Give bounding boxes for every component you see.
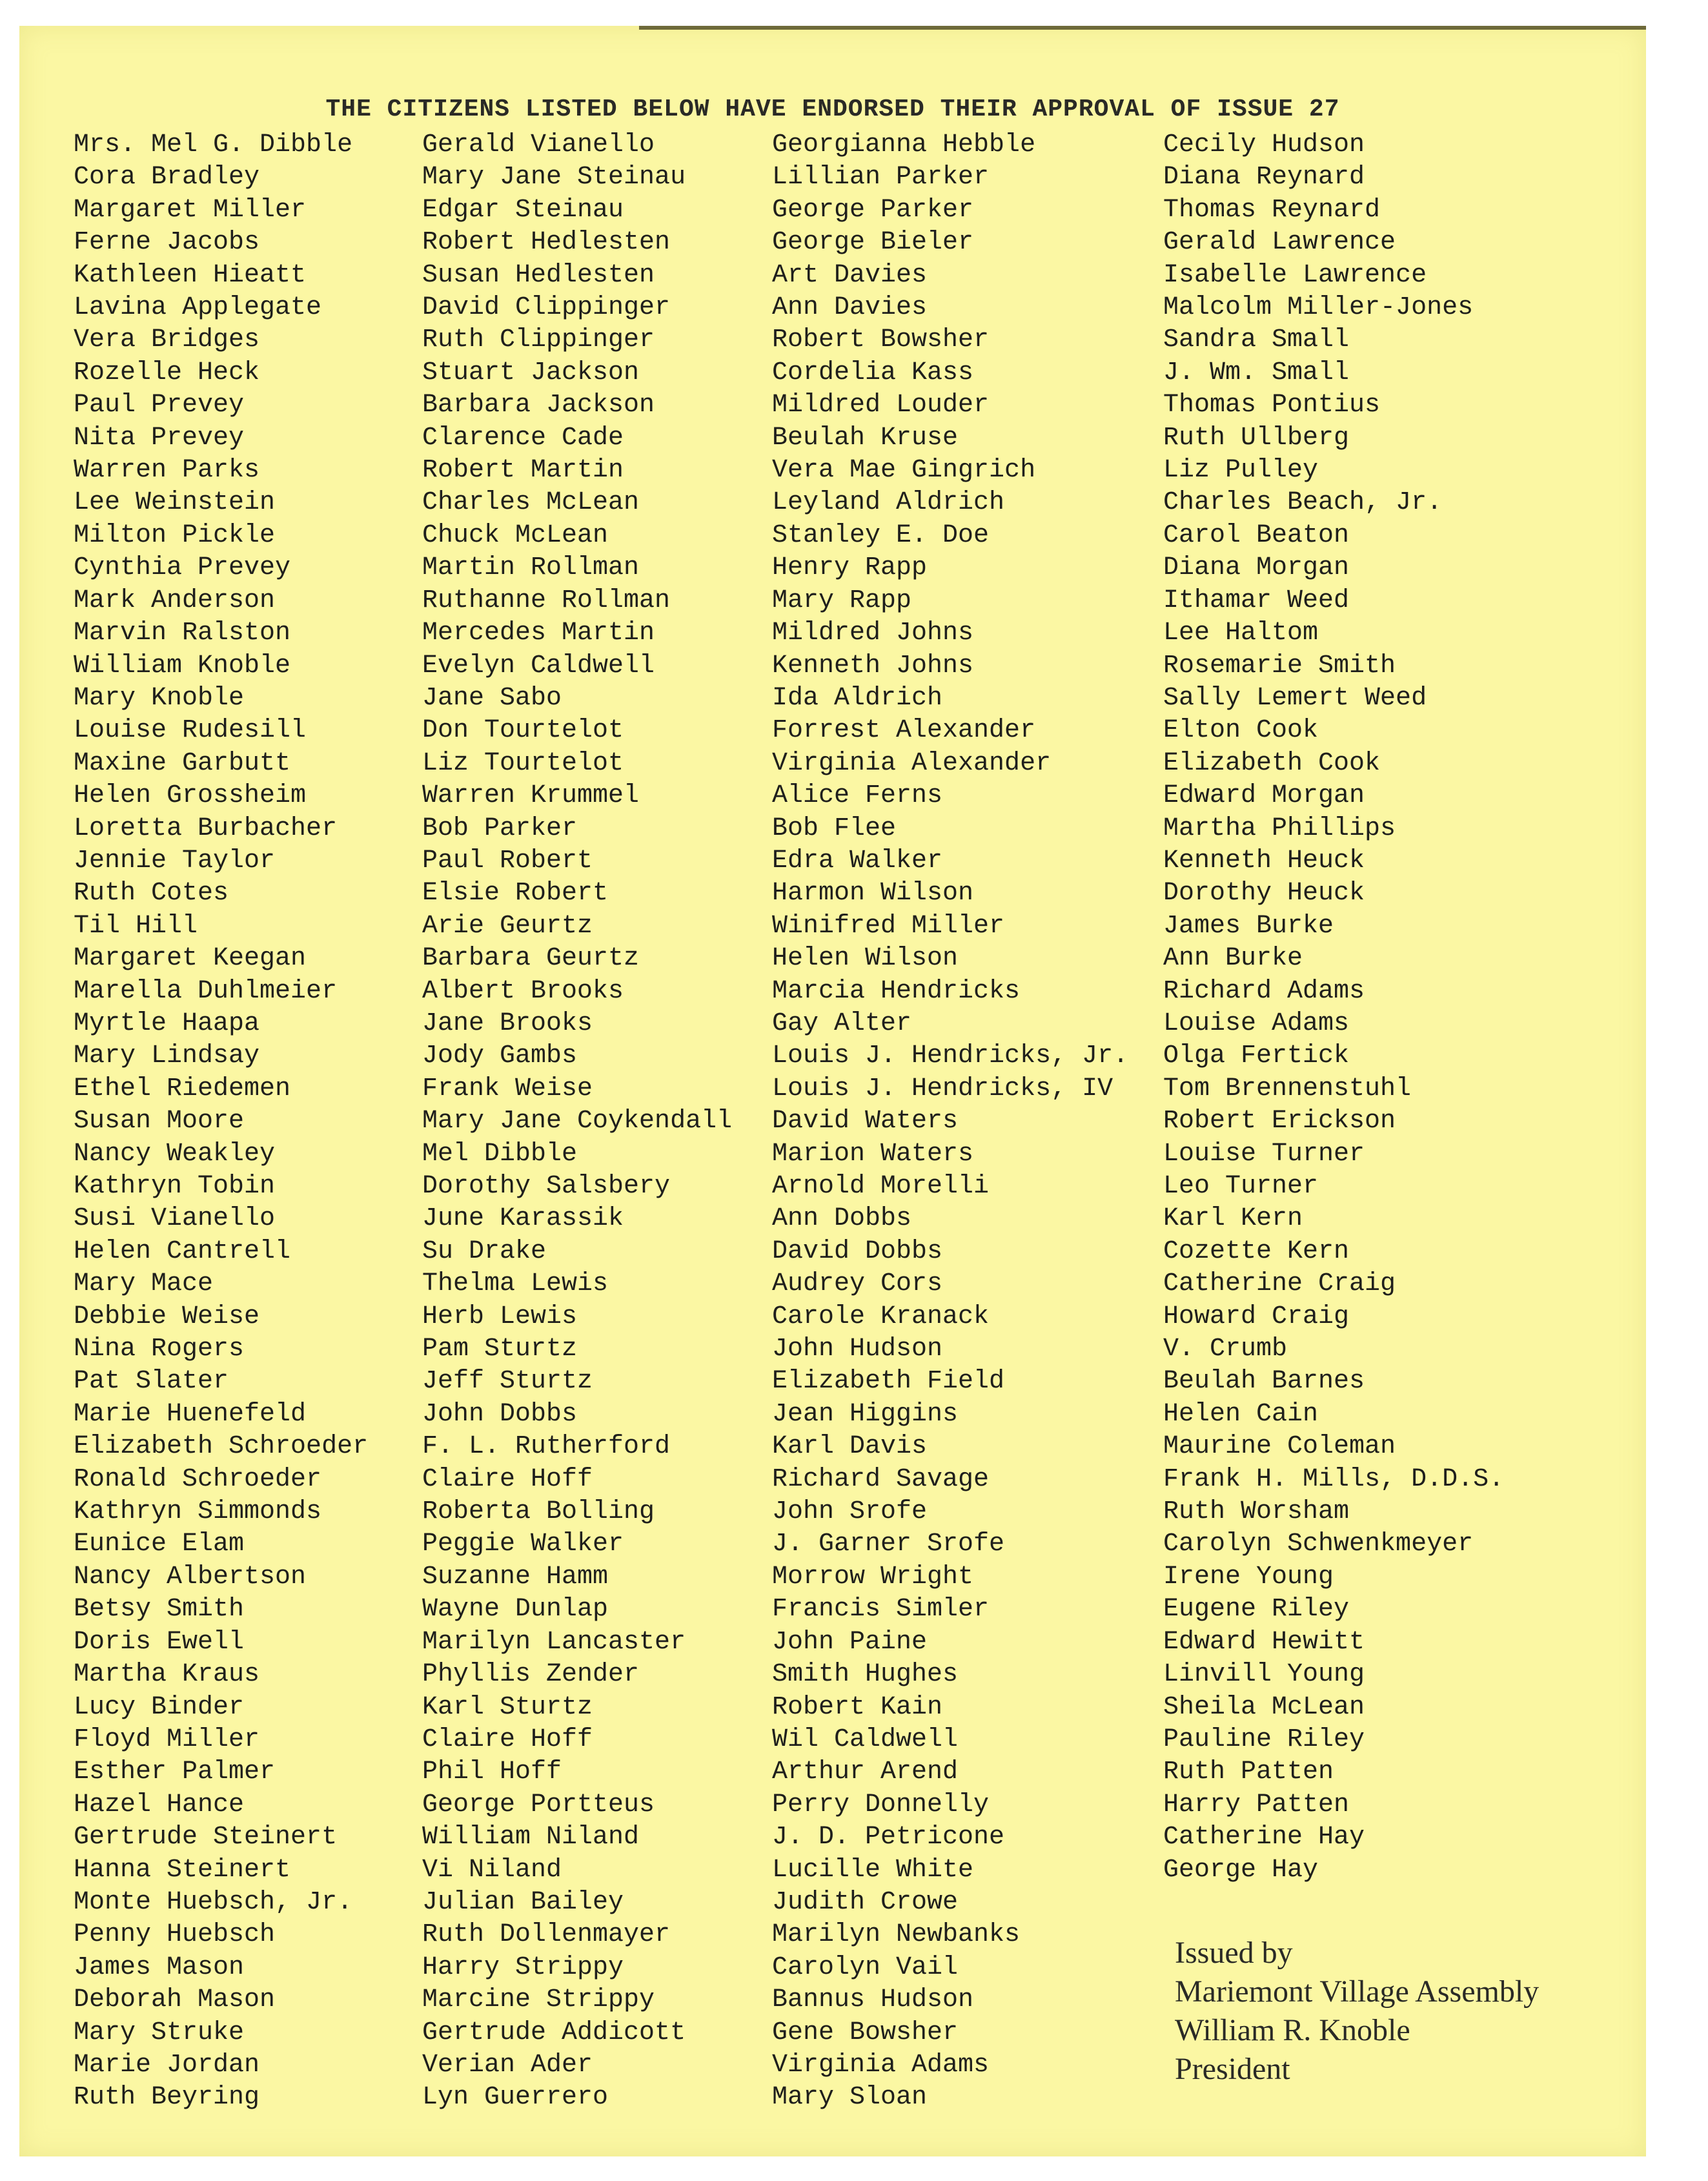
signatory-name: Ann Dobbs xyxy=(772,1204,912,1234)
signatory-name: J. Garner Srofe xyxy=(772,1530,1005,1559)
signatory-name: Morrow Wright xyxy=(772,1562,974,1592)
signatory-name: Leo Turner xyxy=(1163,1172,1319,1201)
signatory-name: Louis J. Hendricks, Jr. xyxy=(772,1041,1129,1071)
signatory-name: Ruth Cotes xyxy=(74,879,229,908)
signatory-name: Diana Reynard xyxy=(1163,163,1365,192)
issuer-organization: Mariemont Village Assembly xyxy=(1175,1974,1540,2009)
signatory-name: Ruth Patten xyxy=(1163,1757,1334,1787)
signatory-name: Martha Phillips xyxy=(1163,814,1396,843)
signatory-name: Carolyn Vail xyxy=(772,1952,959,1982)
signatory-name: Cordelia Kass xyxy=(772,358,974,387)
signatory-name: Maurine Coleman xyxy=(1163,1432,1396,1462)
signatory-name: Richard Adams xyxy=(1163,976,1365,1006)
signatory-name: Robert Kain xyxy=(772,1692,943,1722)
signatory-name: Ithamar Weed xyxy=(1163,586,1350,615)
signatory-name: Marcine Strippy xyxy=(422,1985,655,2015)
signatory-name: Marion Waters xyxy=(772,1139,974,1169)
signatory-name: Paul Prevey xyxy=(74,391,245,420)
signatory-name: Karl Sturtz xyxy=(422,1692,593,1722)
signatory-name: Milton Pickle xyxy=(74,520,276,550)
signatory-name: Martha Kraus xyxy=(74,1660,260,1690)
signatory-name: Olga Fertick xyxy=(1163,1041,1350,1071)
signatory-name: Ruth Beyring xyxy=(74,2083,260,2113)
issuer-name: William R. Knoble xyxy=(1175,2013,1410,2047)
signatory-name: Mercedes Martin xyxy=(422,619,655,648)
signatory-name: Frank H. Mills, D.D.S. xyxy=(1163,1464,1505,1494)
signatory-name: Cynthia Prevey xyxy=(74,553,291,583)
signatory-name: John Paine xyxy=(772,1627,928,1657)
signatory-name: Harry Strippy xyxy=(422,1952,624,1982)
signatory-name: Henry Rapp xyxy=(772,553,928,583)
signatory-name: Monte Huebsch, Jr. xyxy=(74,1887,353,1917)
signatory-name: John Hudson xyxy=(772,1335,943,1364)
signatory-name: Jeff Sturtz xyxy=(422,1367,593,1397)
signatory-name: Julian Bailey xyxy=(422,1887,624,1917)
signatory-name: Susi Vianello xyxy=(74,1204,276,1234)
signatory-name: Mildred Johns xyxy=(772,619,974,648)
signatory-name: Virginia Adams xyxy=(772,2050,990,2080)
signatory-name: Ruth Dollenmayer xyxy=(422,1920,671,1950)
signatory-name: Robert Hedlesten xyxy=(422,228,671,258)
signatory-name: Jane Sabo xyxy=(422,683,562,713)
signatory-name: David Waters xyxy=(772,1107,959,1136)
signatory-name: Tom Brennenstuhl xyxy=(1163,1074,1412,1103)
signatory-name: Gerald Lawrence xyxy=(1163,228,1396,258)
signatory-name: Helen Cain xyxy=(1163,1399,1319,1429)
signatory-name: Cora Bradley xyxy=(74,163,260,192)
signatory-name: Kathryn Simmonds xyxy=(74,1497,322,1527)
signatory-name: F. L. Rutherford xyxy=(422,1432,671,1462)
signatory-name: George Portteus xyxy=(422,1790,655,1819)
signatory-name: Malcolm Miller-Jones xyxy=(1163,293,1474,323)
signatory-name: Bob Parker xyxy=(422,814,578,843)
signatory-name: Mary Sloan xyxy=(772,2083,928,2113)
signatory-name: Kathleen Hieatt xyxy=(74,260,307,290)
signatory-name: Thomas Pontius xyxy=(1163,391,1381,420)
signatory-name: Wil Caldwell xyxy=(772,1725,959,1754)
signatory-name: Jennie Taylor xyxy=(74,846,276,875)
signatory-name: Rozelle Heck xyxy=(74,358,260,387)
signatory-name: Stanley E. Doe xyxy=(772,520,990,550)
signatory-name: Lee Weinstein xyxy=(74,488,276,518)
signatory-name: Catherine Hay xyxy=(1163,1823,1365,1852)
signatory-name: John Srofe xyxy=(772,1497,928,1527)
signatory-name: Martin Rollman xyxy=(422,553,640,583)
signatory-name: Helen Wilson xyxy=(772,944,959,974)
signatory-name: George Hay xyxy=(1163,1855,1319,1885)
names-column-1 xyxy=(74,129,368,2114)
issuer-title: President xyxy=(1175,2052,1290,2086)
signatory-name: Til Hill xyxy=(74,911,198,941)
signatory-name: Susan Hedlesten xyxy=(422,260,655,290)
signatory-name: Vera Mae Gingrich xyxy=(772,456,1036,486)
signatory-name: V. Crumb xyxy=(1163,1335,1288,1364)
signatory-name: Lillian Parker xyxy=(772,163,990,192)
signatory-name: Rosemarie Smith xyxy=(1163,651,1396,681)
signatory-name: Harry Patten xyxy=(1163,1790,1350,1819)
signatory-name: Carole Kranack xyxy=(772,1302,990,1331)
signatory-name: June Karassik xyxy=(422,1204,624,1234)
signatory-name: Ronald Schroeder xyxy=(74,1464,322,1494)
signatory-name: Mary Mace xyxy=(74,1269,214,1299)
signatory-name: Beulah Barnes xyxy=(1163,1367,1365,1397)
signatory-name: Ann Burke xyxy=(1163,944,1303,974)
signatory-name: Kenneth Johns xyxy=(772,651,974,681)
signatory-name: Edra Walker xyxy=(772,846,943,875)
signatory-name: Cozette Kern xyxy=(1163,1236,1350,1266)
signatory-name: Leyland Aldrich xyxy=(772,488,1005,518)
signatory-name: Wayne Dunlap xyxy=(422,1595,609,1624)
signatory-name: Louise Rudesill xyxy=(74,716,307,746)
signatory-name: Stuart Jackson xyxy=(422,358,640,387)
signatory-name: Isabelle Lawrence xyxy=(1163,260,1427,290)
signatory-name: Louise Adams xyxy=(1163,1009,1350,1038)
signatory-name: Vi Niland xyxy=(422,1855,562,1885)
signatory-name: Ida Aldrich xyxy=(772,683,943,713)
signatory-name: Karl Davis xyxy=(772,1432,928,1462)
signatory-name: Howard Craig xyxy=(1163,1302,1350,1331)
signatory-name: Mrs. Mel G. Dibble xyxy=(74,130,353,159)
signatory-name: Arnold Morelli xyxy=(772,1172,990,1201)
signatory-name: Gertrude Steinert xyxy=(74,1823,338,1852)
signatory-name: Edgar Steinau xyxy=(422,195,624,225)
signatory-name: Warren Krummel xyxy=(422,781,640,811)
signatory-name: Hanna Steinert xyxy=(74,1855,291,1885)
signatory-name: Judith Crowe xyxy=(772,1887,959,1917)
signatory-name: Mary Knoble xyxy=(74,683,245,713)
signatory-name: Albert Brooks xyxy=(422,976,624,1006)
signatory-name: Sandra Small xyxy=(1163,325,1350,355)
signatory-name: Elton Cook xyxy=(1163,716,1319,746)
signatory-name: Jane Brooks xyxy=(422,1009,593,1038)
signatory-name: Edward Hewitt xyxy=(1163,1627,1365,1657)
signatory-name: Barbara Jackson xyxy=(422,391,655,420)
signatory-name: Ferne Jacobs xyxy=(74,228,260,258)
signatory-name: Smith Hughes xyxy=(772,1660,959,1690)
signatory-name: J. D. Petricone xyxy=(772,1823,1005,1852)
signatory-name: Liz Tourtelot xyxy=(422,748,624,778)
signatory-name: Elsie Robert xyxy=(422,879,609,908)
issued-by-line: Issued by xyxy=(1175,1936,1293,1970)
signatory-name: Clarence Cade xyxy=(422,423,624,453)
signatory-name: Diana Morgan xyxy=(1163,553,1350,583)
signatory-name: Arthur Arend xyxy=(772,1757,959,1787)
signatory-name: Forrest Alexander xyxy=(772,716,1036,746)
signatory-name: Robert Erickson xyxy=(1163,1107,1396,1136)
signatory-name: Mary Struke xyxy=(74,2018,245,2047)
signatory-name: Marella Duhlmeier xyxy=(74,976,338,1006)
document-heading: THE CITIZENS LISTED BELOW HAVE ENDORSED THEIR APPROVAL OF ISSUE 27 xyxy=(325,96,1340,123)
signatory-name: Susan Moore xyxy=(74,1107,245,1136)
signatory-name: Phyllis Zender xyxy=(422,1660,640,1690)
top-rule xyxy=(639,26,1646,30)
signatory-name: Marilyn Newbanks xyxy=(772,1920,1021,1950)
signatory-name: Marcia Hendricks xyxy=(772,976,1021,1006)
signatory-name: Bob Flee xyxy=(772,814,897,843)
signatory-name: Beulah Kruse xyxy=(772,423,959,453)
signatory-name: Sheila McLean xyxy=(1163,1692,1365,1722)
signatory-name: Roberta Bolling xyxy=(422,1497,655,1527)
signatory-name: Penny Huebsch xyxy=(74,1920,276,1950)
signatory-name: Elizabeth Schroeder xyxy=(74,1432,369,1462)
signatory-name: William Niland xyxy=(422,1823,640,1852)
signatory-name: Phil Hoff xyxy=(422,1757,562,1787)
signatory-name: Mary Jane Coykendall xyxy=(422,1107,733,1136)
signatory-name: Ann Davies xyxy=(772,293,928,323)
signatory-name: Art Davies xyxy=(772,260,928,290)
signatory-name: Perry Donnelly xyxy=(772,1790,990,1819)
signatory-name: Ruth Worsham xyxy=(1163,1497,1350,1527)
signatory-name: Helen Grossheim xyxy=(74,781,307,811)
signatory-name: J. Wm. Small xyxy=(1163,358,1350,387)
issuer-block xyxy=(1175,1934,1539,2089)
signatory-name: Edward Morgan xyxy=(1163,781,1365,811)
signatory-name: Helen Cantrell xyxy=(74,1236,291,1266)
signatory-name: Mary Jane Steinau xyxy=(422,163,686,192)
signatory-name: Evelyn Caldwell xyxy=(422,651,655,681)
signatory-name: Kathryn Tobin xyxy=(74,1172,276,1201)
signatory-name: Liz Pulley xyxy=(1163,456,1319,486)
signatory-name: Mark Anderson xyxy=(74,586,276,615)
signatory-name: Debbie Weise xyxy=(74,1302,260,1331)
signatory-name: Lucille White xyxy=(772,1855,974,1885)
signatory-name: Linvill Young xyxy=(1163,1660,1365,1690)
signatory-name: Catherine Craig xyxy=(1163,1269,1396,1299)
signatory-name: Harmon Wilson xyxy=(772,879,974,908)
signatory-name: Pauline Riley xyxy=(1163,1725,1365,1754)
signatory-name: Maxine Garbutt xyxy=(74,748,291,778)
signatory-name: Jean Higgins xyxy=(772,1399,959,1429)
signatory-name: Gay Alter xyxy=(772,1009,912,1038)
signatory-name: Nina Rogers xyxy=(74,1335,245,1364)
signatory-name: Claire Hoff xyxy=(422,1464,593,1494)
signatory-name: Marie Huenefeld xyxy=(74,1399,307,1429)
document-page xyxy=(19,26,1646,2156)
signatory-name: Louise Turner xyxy=(1163,1139,1365,1169)
signatory-name: Thomas Reynard xyxy=(1163,195,1381,225)
signatory-name: Lyn Guerrero xyxy=(422,2083,609,2113)
signatory-name: Gertrude Addicott xyxy=(422,2018,686,2047)
signatory-name: Carolyn Schwenkmeyer xyxy=(1163,1530,1474,1559)
signatory-name: Louis J. Hendricks, IV xyxy=(772,1074,1113,1103)
signatory-name: Doris Ewell xyxy=(74,1627,245,1657)
signatory-name: Francis Simler xyxy=(772,1595,990,1624)
signatory-name: Eunice Elam xyxy=(74,1530,245,1559)
signatory-name: Georgianna Hebble xyxy=(772,130,1036,159)
signatory-name: James Burke xyxy=(1163,911,1334,941)
signatory-name: Audrey Cors xyxy=(772,1269,943,1299)
signatory-name: Thelma Lewis xyxy=(422,1269,609,1299)
signatory-name: Ruth Ullberg xyxy=(1163,423,1350,453)
signatory-name: Dorothy Heuck xyxy=(1163,879,1365,908)
signatory-name: Nancy Weakley xyxy=(74,1139,276,1169)
signatory-name: Nancy Albertson xyxy=(74,1562,307,1592)
signatory-name: Lee Haltom xyxy=(1163,619,1319,648)
signatory-name: Esther Palmer xyxy=(74,1757,276,1787)
signatory-name: Carol Beaton xyxy=(1163,520,1350,550)
signatory-name: Lavina Applegate xyxy=(74,293,322,323)
signatory-name: Floyd Miller xyxy=(74,1725,260,1754)
signatory-name: Irene Young xyxy=(1163,1562,1334,1592)
signatory-name: Kenneth Heuck xyxy=(1163,846,1365,875)
signatory-name: George Bieler xyxy=(772,228,974,258)
signatory-name: Su Drake xyxy=(422,1236,547,1266)
signatory-name: Arie Geurtz xyxy=(422,911,593,941)
signatory-name: Sally Lemert Weed xyxy=(1163,683,1427,713)
signatory-name: Herb Lewis xyxy=(422,1302,578,1331)
signatory-name: Nita Prevey xyxy=(74,423,245,453)
signatory-name: Marie Jordan xyxy=(74,2050,260,2080)
signatory-name: Karl Kern xyxy=(1163,1204,1303,1234)
signatory-name: George Parker xyxy=(772,195,974,225)
signatory-name: Elizabeth Cook xyxy=(1163,748,1381,778)
signatory-name: Ruthanne Rollman xyxy=(422,586,671,615)
signatory-name: Loretta Burbacher xyxy=(74,814,338,843)
signatory-name: David Clippinger xyxy=(422,293,671,323)
signatory-name: John Dobbs xyxy=(422,1399,578,1429)
signatory-name: Gene Bowsher xyxy=(772,2018,959,2047)
signatory-name: David Dobbs xyxy=(772,1236,943,1266)
signatory-name: Winifred Miller xyxy=(772,911,1005,941)
signatory-name: Lucy Binder xyxy=(74,1692,245,1722)
signatory-name: Elizabeth Field xyxy=(772,1367,1005,1397)
signatory-name: Barbara Geurtz xyxy=(422,944,640,974)
signatory-name: Eugene Riley xyxy=(1163,1595,1350,1624)
signatory-name: Paul Robert xyxy=(422,846,593,875)
signatory-name: Vera Bridges xyxy=(74,325,260,355)
signatory-name: Deborah Mason xyxy=(74,1985,276,2015)
signatory-name: Gerald Vianello xyxy=(422,130,655,159)
signatory-name: Marilyn Lancaster xyxy=(422,1627,686,1657)
signatory-name: Charles McLean xyxy=(422,488,640,518)
signatory-name: Charles Beach, Jr. xyxy=(1163,488,1443,518)
signatory-name: James Mason xyxy=(74,1952,245,1982)
signatory-name: Jody Gambs xyxy=(422,1041,578,1071)
signatory-name: William Knoble xyxy=(74,651,291,681)
signatory-name: Mary Rapp xyxy=(772,586,912,615)
signatory-name: Ruth Clippinger xyxy=(422,325,655,355)
signatory-name: Myrtle Haapa xyxy=(74,1009,260,1038)
signatory-name: Alice Ferns xyxy=(772,781,943,811)
signatory-name: Suzanne Hamm xyxy=(422,1562,609,1592)
names-column-3 xyxy=(772,129,1128,2114)
signatory-name: Pam Sturtz xyxy=(422,1335,578,1364)
signatory-name: Mel Dibble xyxy=(422,1139,578,1169)
signatory-name: Mildred Louder xyxy=(772,391,990,420)
names-column-4 xyxy=(1163,129,1504,1887)
signatory-name: Peggie Walker xyxy=(422,1530,624,1559)
signatory-name: Hazel Hance xyxy=(74,1790,245,1819)
signatory-name: Don Tourtelot xyxy=(422,716,624,746)
signatory-name: Chuck McLean xyxy=(422,520,609,550)
signatory-name: Margaret Miller xyxy=(74,195,307,225)
signatory-name: Virginia Alexander xyxy=(772,748,1052,778)
signatory-name: Claire Hoff xyxy=(422,1725,593,1754)
signatory-name: Warren Parks xyxy=(74,456,260,486)
signatory-name: Mary Lindsay xyxy=(74,1041,260,1071)
signatory-name: Pat Slater xyxy=(74,1367,229,1397)
names-column-2 xyxy=(422,129,732,2114)
signatory-name: Cecily Hudson xyxy=(1163,130,1365,159)
signatory-name: Betsy Smith xyxy=(74,1595,245,1624)
signatory-name: Frank Weise xyxy=(422,1074,593,1103)
signatory-name: Robert Bowsher xyxy=(772,325,990,355)
signatory-name: Margaret Keegan xyxy=(74,944,307,974)
signatory-name: Richard Savage xyxy=(772,1464,990,1494)
signatory-name: Robert Martin xyxy=(422,456,624,486)
signatory-name: Bannus Hudson xyxy=(772,1985,974,2015)
signatory-name: Dorothy Salsbery xyxy=(422,1172,671,1201)
signatory-name: Marvin Ralston xyxy=(74,619,291,648)
signatory-name: Ethel Riedemen xyxy=(74,1074,291,1103)
signatory-name: Verian Ader xyxy=(422,2050,593,2080)
